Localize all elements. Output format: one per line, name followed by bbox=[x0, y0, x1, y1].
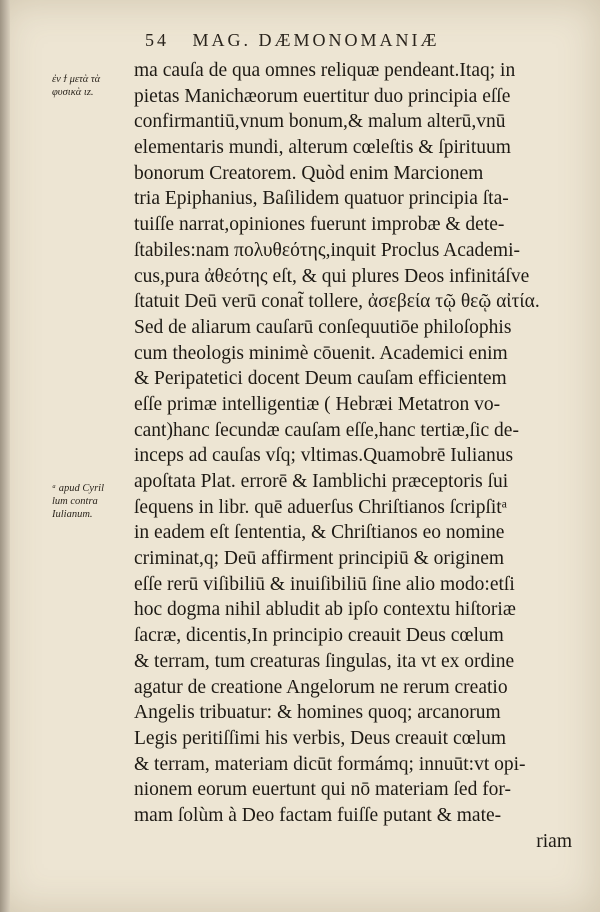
margin-note-line: ἐν ϯ μετὰ τὰ bbox=[52, 74, 101, 85]
text-line: ſacræ, dicentis,In principio creauit Deus cœlum bbox=[134, 625, 504, 647]
margin-note-line: ᵃ apud Cyril bbox=[52, 483, 105, 494]
text-line: & Peripatetici docent Deum cauſam efficientem bbox=[134, 368, 507, 390]
text-line: ſtabiles:nam πολυθεότης,inquit Proclus Academi- bbox=[134, 239, 521, 261]
text-line: criminat,q; Deū affirment principiū & originem bbox=[134, 548, 505, 570]
text-line: ma cauſa de qua omnes reliquæ pendeant.Itaq; in bbox=[134, 60, 516, 81]
running-title: MAG. DÆMONOMANIÆ bbox=[192, 30, 440, 50]
text-line: & terram, materiam dicūt formámq; innuūt:vt opi- bbox=[134, 753, 526, 775]
text-line: eſſe primæ intelligentiæ ( Hebræi Metatron vo- bbox=[134, 393, 501, 415]
text-line: hoc dogma nihil abludit ab ipſo contextu hiſtoriæ bbox=[134, 599, 516, 621]
margin-note-line: φυσικὰ ιz. bbox=[52, 87, 94, 98]
text-line: tria Epiphanius, Baſilidem quatuor principia ſta- bbox=[134, 188, 509, 210]
margin-note-line: Iulianum. bbox=[52, 509, 93, 520]
page-header bbox=[145, 30, 565, 51]
text-line: Legis peritiſſimi his verbis, Deus creauit cœlum bbox=[134, 727, 507, 749]
text-line: inceps ad cauſas vſq; vltimas.Quamobrē Iulianus bbox=[134, 445, 514, 467]
text-line: cus,pura ἀθεότης eſt, & qui plures Deos infinitáſve bbox=[134, 265, 530, 287]
text-line: & terram, tum creaturas ſingulas, ita vt ex ordine bbox=[134, 650, 515, 672]
text-line: nionem eorum euertunt qui nō materiam ſed for- bbox=[134, 779, 512, 801]
text-line: elementaris mundi, alterum cœleſtis & ſpirituum bbox=[134, 137, 511, 159]
text-line: eſſe rerū viſibiliū & inuiſibiliū ſine alio modo:etſi bbox=[134, 573, 515, 595]
page-gutter-shadow bbox=[0, 0, 10, 912]
text-line: Sed de aliarum cauſarū conſequutiōe philoſophis bbox=[134, 316, 512, 338]
margin-note-aristotle bbox=[52, 73, 100, 99]
text-line: ſtatuit Deū verū conat̃ tollere, ἀσεβεία τῷ θεῷ αἰτία. bbox=[134, 291, 540, 313]
text-line: cum theologis minimè cōuenit. Academici enim bbox=[134, 342, 508, 364]
catchword: riam bbox=[536, 830, 572, 852]
text-line: ſequens in libr. quē aduerſus Chriſtianos ſcripſitᵃ bbox=[134, 496, 508, 518]
text-line: in eadem eſt ſententia, & Chriſtianos eo nomine bbox=[134, 522, 505, 544]
text-line: mam ſolùm à Deo factam fuiſſe putant & mate- bbox=[134, 804, 502, 826]
text-line: Angelis tribuatur: & homines quoq; arcanorum bbox=[134, 702, 501, 724]
text-line: confirmantiū,vnum bonum,& malum alterū,vnū bbox=[134, 111, 506, 133]
text-line: pietas Manichæorum euertitur duo principia eſſe bbox=[134, 85, 511, 107]
text-line: apoſtata Plat. errorē & Iamblichi præceptoris ſui bbox=[134, 471, 509, 492]
margin-note-cyril bbox=[52, 482, 132, 521]
text-line: agatur de creatione Angelorum ne rerum creatio bbox=[134, 676, 508, 698]
text-line: cant)hanc ſecundæ cauſam eſſe,hanc tertiæ,ſic de- bbox=[134, 419, 519, 441]
margin-note-line: lum contra bbox=[52, 496, 98, 507]
main-text-block bbox=[134, 58, 572, 854]
page-number: 54 bbox=[145, 30, 169, 50]
text-line: bonorum Creatorem. Quòd enim Marcionem bbox=[134, 162, 484, 184]
text-line: tuiſſe narrat,opiniones fuerunt improbæ & dete- bbox=[134, 214, 505, 236]
